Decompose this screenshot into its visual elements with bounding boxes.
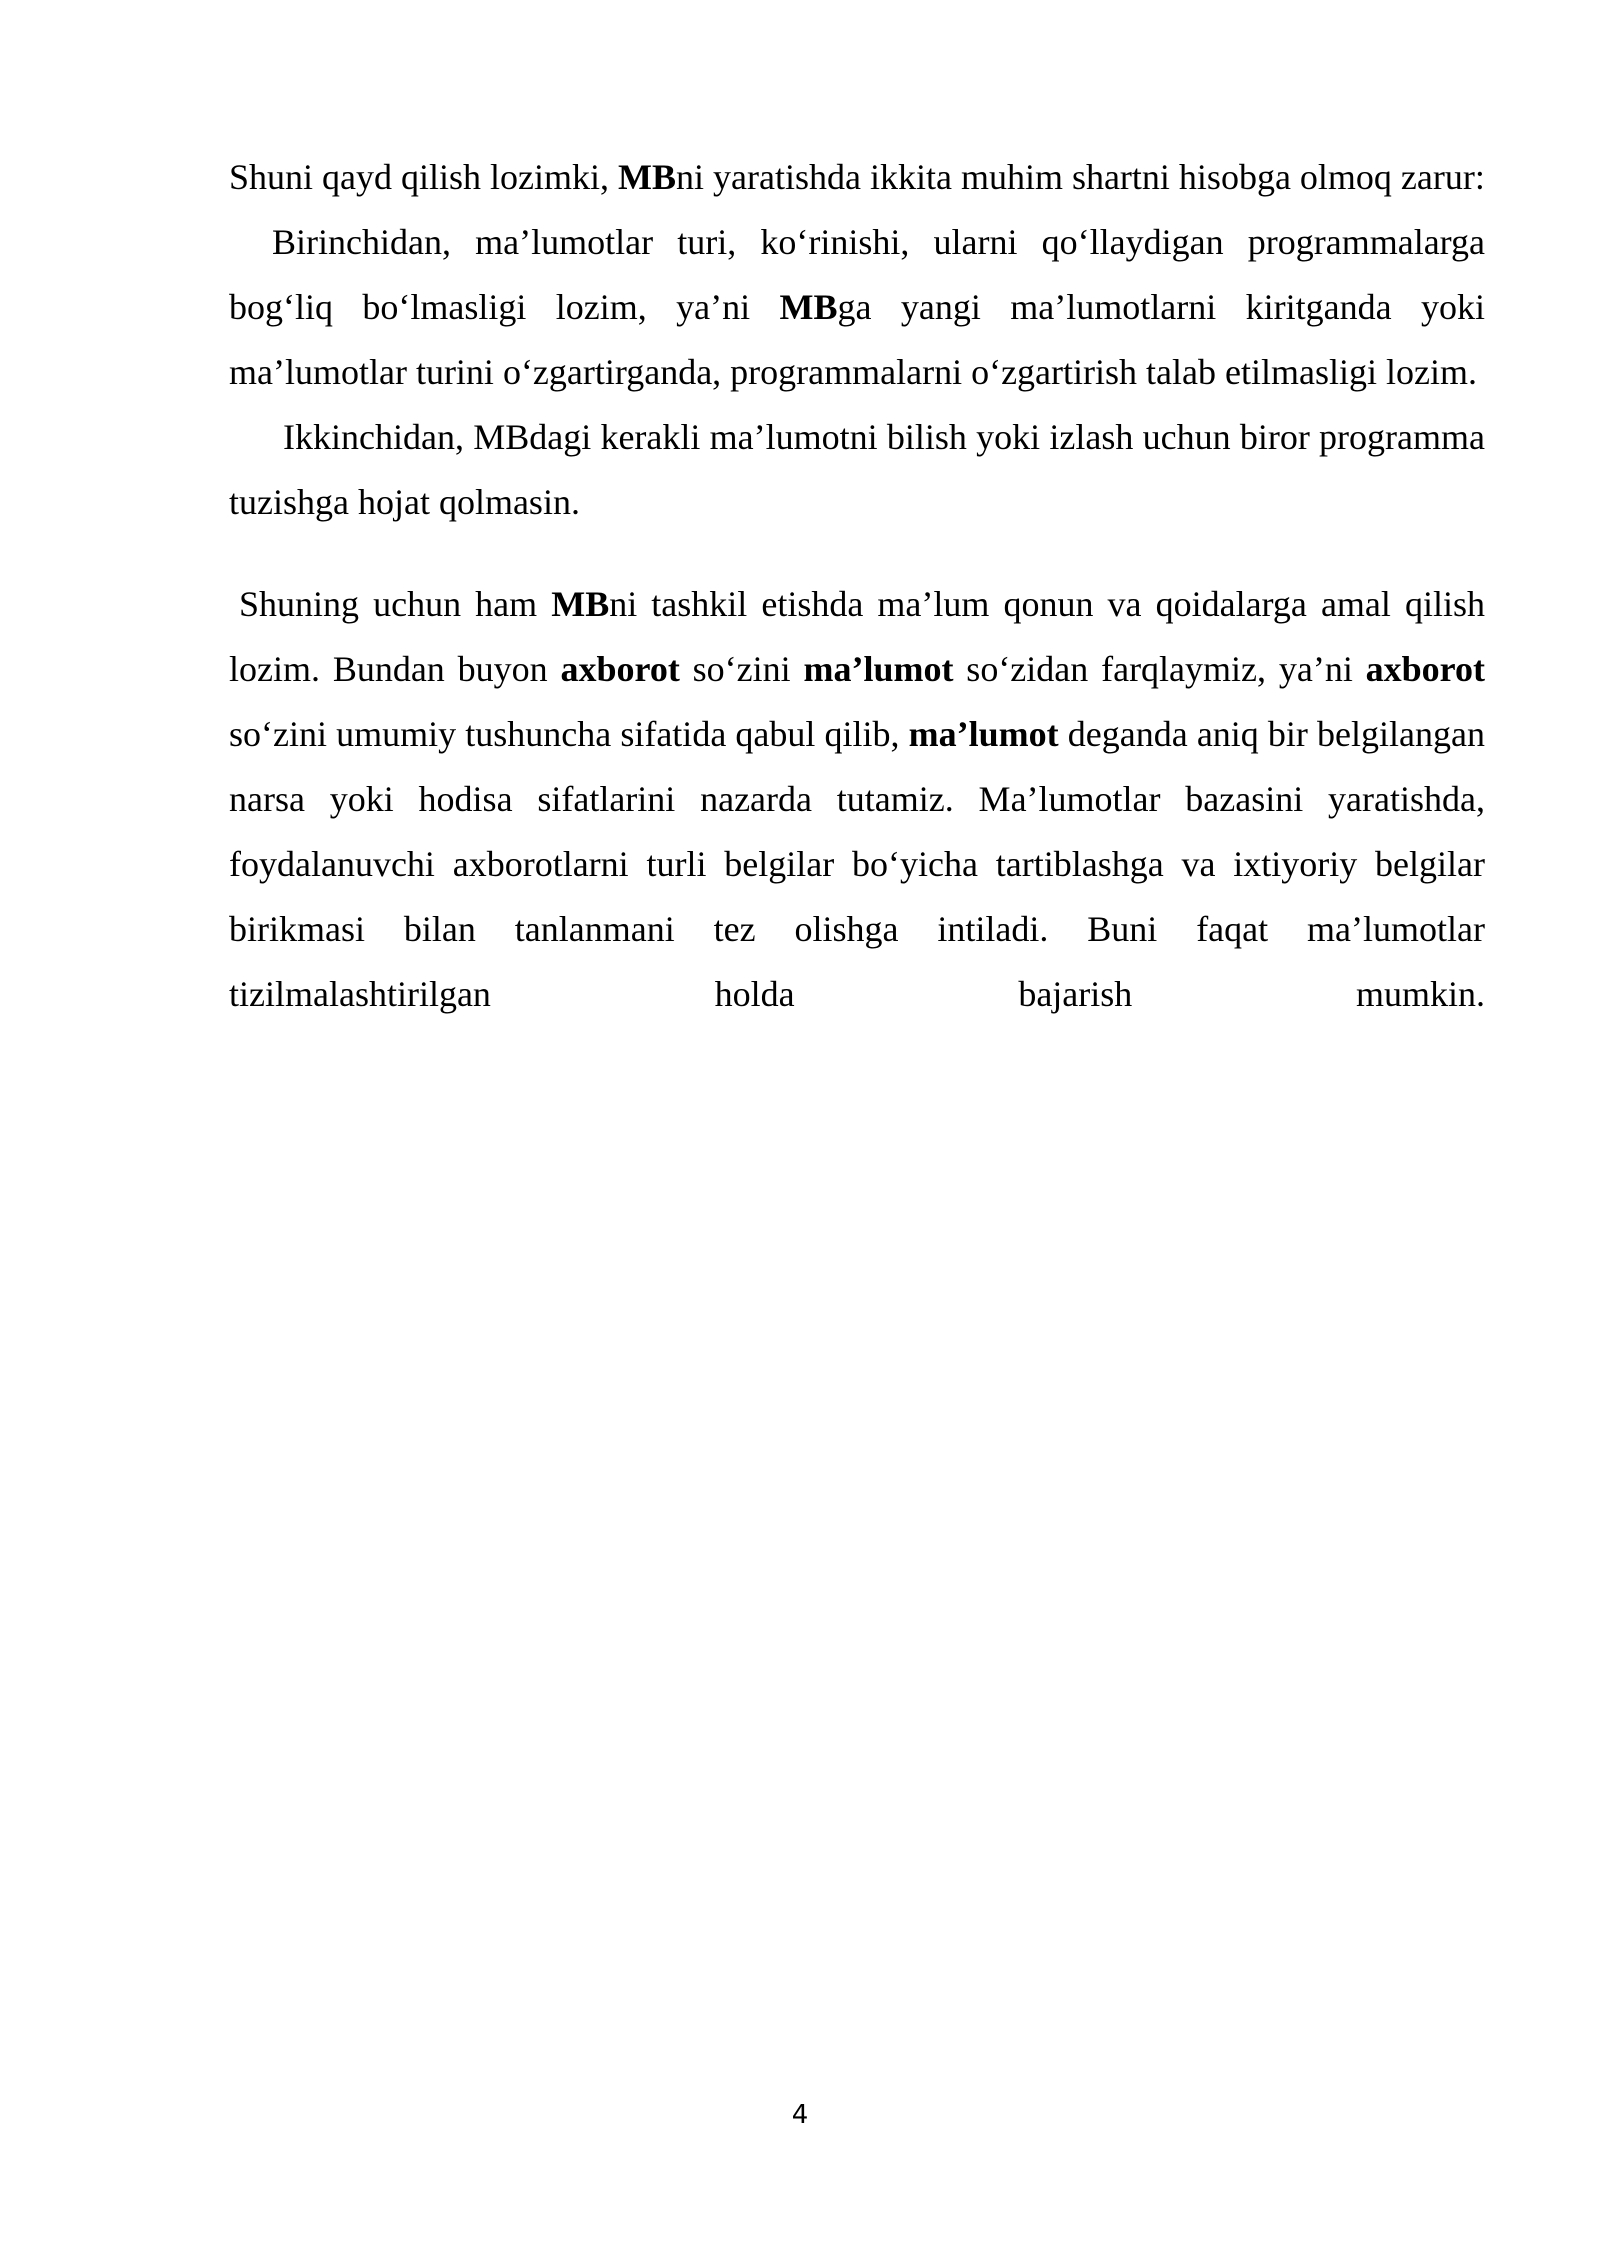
text-run: Ikkinchidan, MBdagi kerakli ma’lumotni bilish yoki izlash uchun biror programma tuzishga hojat qolmasin. bbox=[229, 417, 1485, 522]
text-run: Shuning uchun ham bbox=[239, 584, 552, 624]
bold-term-axborot: axborot bbox=[1365, 649, 1485, 689]
bold-term-mb: MB bbox=[618, 157, 677, 197]
bold-term-mb: MB bbox=[779, 287, 838, 327]
bold-term-malumot: ma’lumot bbox=[908, 714, 1059, 754]
text-run: Birinchidan, ma’lumotlar turi, ko‘rinishi, ularni qo‘llaydigan programmalarga bog‘liq bo‘lmasligi lozim, ya’ni bbox=[229, 222, 1485, 327]
paragraph-first-condition bbox=[229, 210, 1485, 405]
text-run: so‘zini umumiy tushuncha sifatida qabul qilib, bbox=[229, 714, 909, 754]
text-run: ga yangi ma’lumotlarni kiritganda yoki ma’lumotlar turini o‘zgartirganda, programmalarni o‘zgartirish talab etilmasligi lozim. bbox=[229, 287, 1486, 392]
bold-term-axborot: axborot bbox=[560, 649, 680, 689]
bold-term-malumot: ma’lumot bbox=[803, 649, 954, 689]
bold-term-mb: MB bbox=[551, 584, 610, 624]
text-run: so‘zini bbox=[679, 649, 804, 689]
text-run: Shuni qayd qilish lozimki, bbox=[229, 157, 619, 197]
text-run: so‘zidan farqlaymiz, ya’ni bbox=[953, 649, 1366, 689]
paragraph-definitions bbox=[229, 572, 1485, 1027]
paragraph-intro bbox=[229, 145, 1485, 210]
text-run: deganda aniq bir belgilangan narsa yoki hodisa sifatlarini nazarda tutamiz. Ma’lumotlar bazasini yaratishda, foydalanuvchi axborotlarni turli belgilar bo‘yicha tartiblashga va ixtiyoriy belgilar birikmasi bilan tanlanmani tez olishga intiladi. Buni faqat ma’lumotlar tizilmalashtirilgan holda bajarish mumkin. bbox=[229, 714, 1485, 1014]
body-text bbox=[229, 145, 1485, 1027]
text-run: ni tashkil etishda ma’lum qonun va qoidalarga amal qilish lozim. Bundan buyon bbox=[229, 584, 1486, 689]
paragraph-second-condition bbox=[229, 405, 1485, 535]
text-run: ni yaratishda ikkita muhim shartni hisobga olmoq zarur: bbox=[676, 157, 1485, 197]
page-number: 4 bbox=[791, 2100, 809, 2130]
